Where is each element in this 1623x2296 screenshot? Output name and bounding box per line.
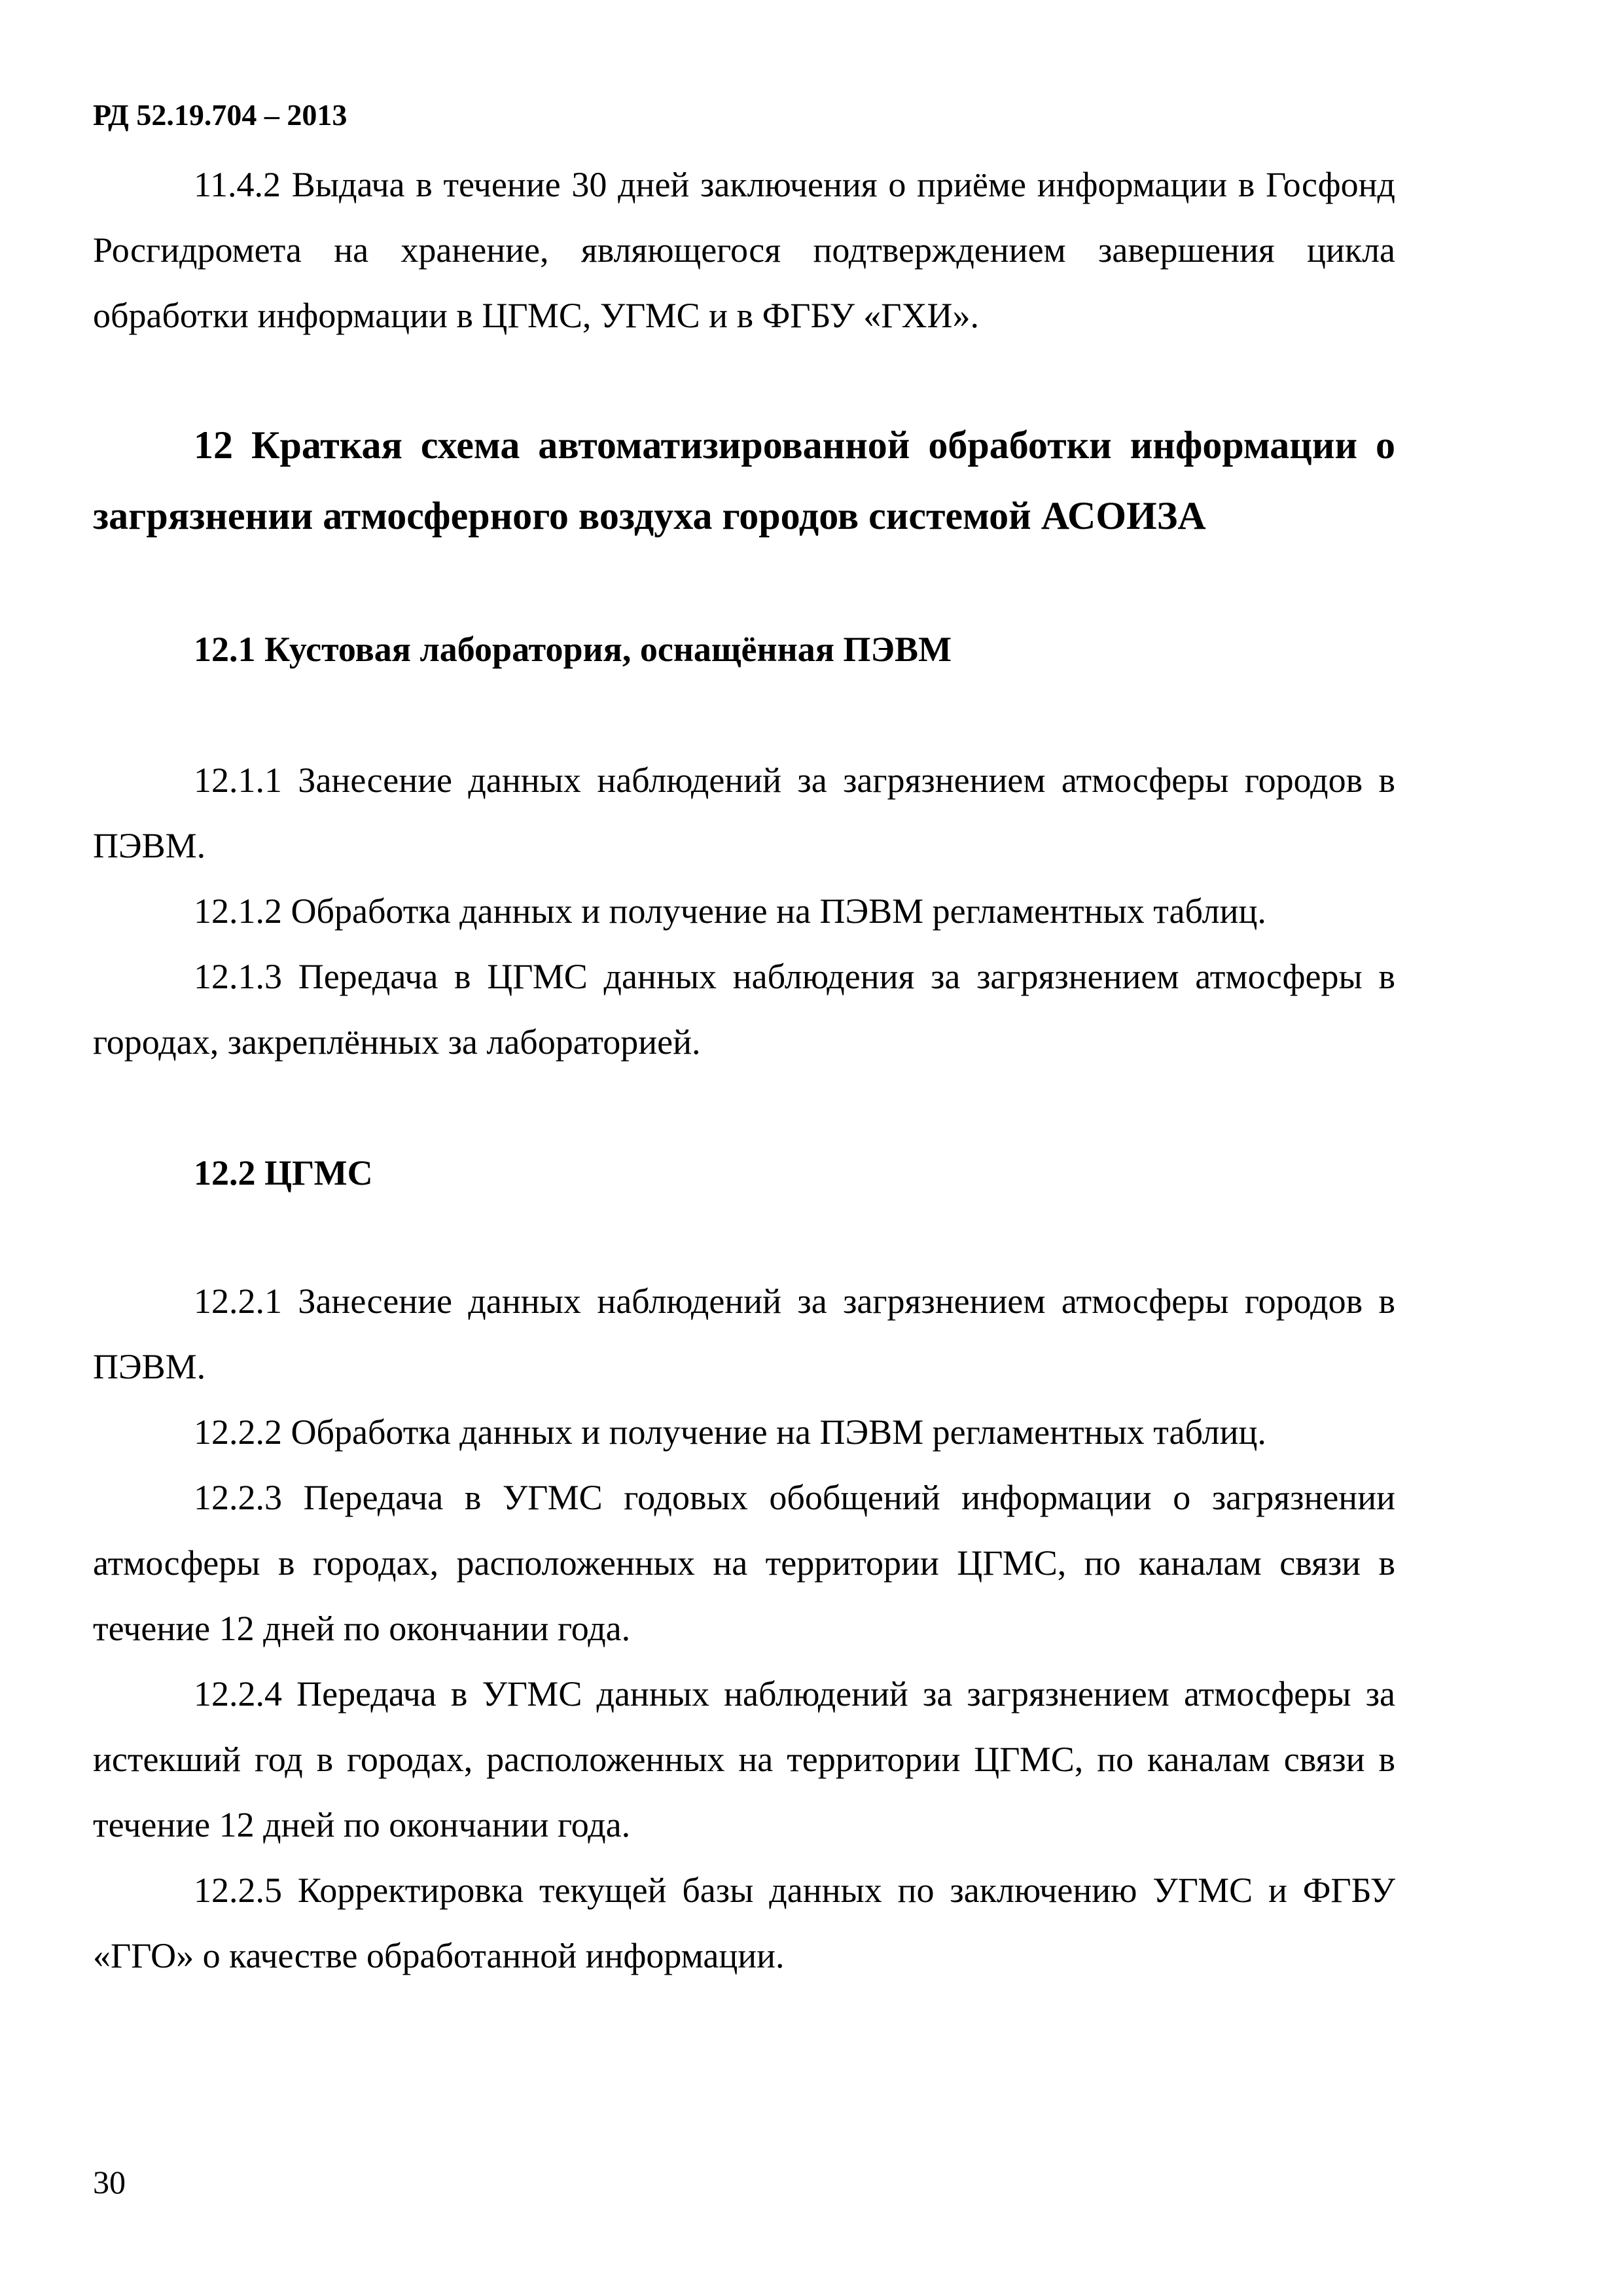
section-heading-12: 12 Краткая схема автоматизированной обработки информации о загрязнении атмосферного воздуха городов системой АСОИЗА <box>93 423 1395 537</box>
paragraph-12-1-2: 12.1.2 Обработка данных и получение на ПЭВМ регламентных таблиц. <box>194 891 1266 931</box>
subsection-heading-12-2: 12.2 ЦГМС <box>194 1153 373 1193</box>
paragraph-12-2-5: 12.2.5 Корректировка текущей базы данных по заключению УГМС и ФГБУ «ГГО» о качестве обработанной информации. <box>93 1871 1395 1975</box>
page-body <box>93 152 1395 1988</box>
paragraph-11-4-2: 11.4.2 Выдача в течение 30 дней заключения о приёме информации в Госфонд Росгидромета на хранение, являющегося подтверждением завершения цикла обработки информации в ЦГМС, УГМС и в ФГБУ «ГХИ». <box>93 165 1395 335</box>
document-code-header: РД 52.19.704 – 2013 <box>93 98 348 132</box>
page-number: 30 <box>93 2164 126 2200</box>
paragraph-12-2-2: 12.2.2 Обработка данных и получение на ПЭВМ регламентных таблиц. <box>194 1412 1266 1452</box>
paragraph-12-1-1: 12.1.1 Занесение данных наблюдений за загрязнением атмосферы городов в ПЭВМ. <box>93 761 1395 865</box>
paragraph-12-1-3: 12.1.3 Передача в ЦГМС данных наблюдения за загрязнением атмосферы в городах, закреплённых за лабораторией. <box>93 957 1395 1062</box>
paragraph-12-2-1: 12.2.1 Занесение данных наблюдений за загрязнением атмосферы городов в ПЭВМ. <box>93 1282 1395 1386</box>
paragraph-12-2-3: 12.2.3 Передача в УГМС годовых обобщений информации о загрязнении атмосферы в городах, расположенных на территории ЦГМС, по каналам связи в течение 12 дней по окончании года. <box>93 1478 1395 1648</box>
subsection-heading-12-1: 12.1 Кустовая лаборатория, оснащённая ПЭВМ <box>194 630 952 669</box>
paragraph-12-2-4: 12.2.4 Передача в УГМС данных наблюдений за загрязнением атмосферы за истекший год в городах, расположенных на территории ЦГМС, по каналам связи в течение 12 дней по окончании года. <box>93 1674 1395 1844</box>
